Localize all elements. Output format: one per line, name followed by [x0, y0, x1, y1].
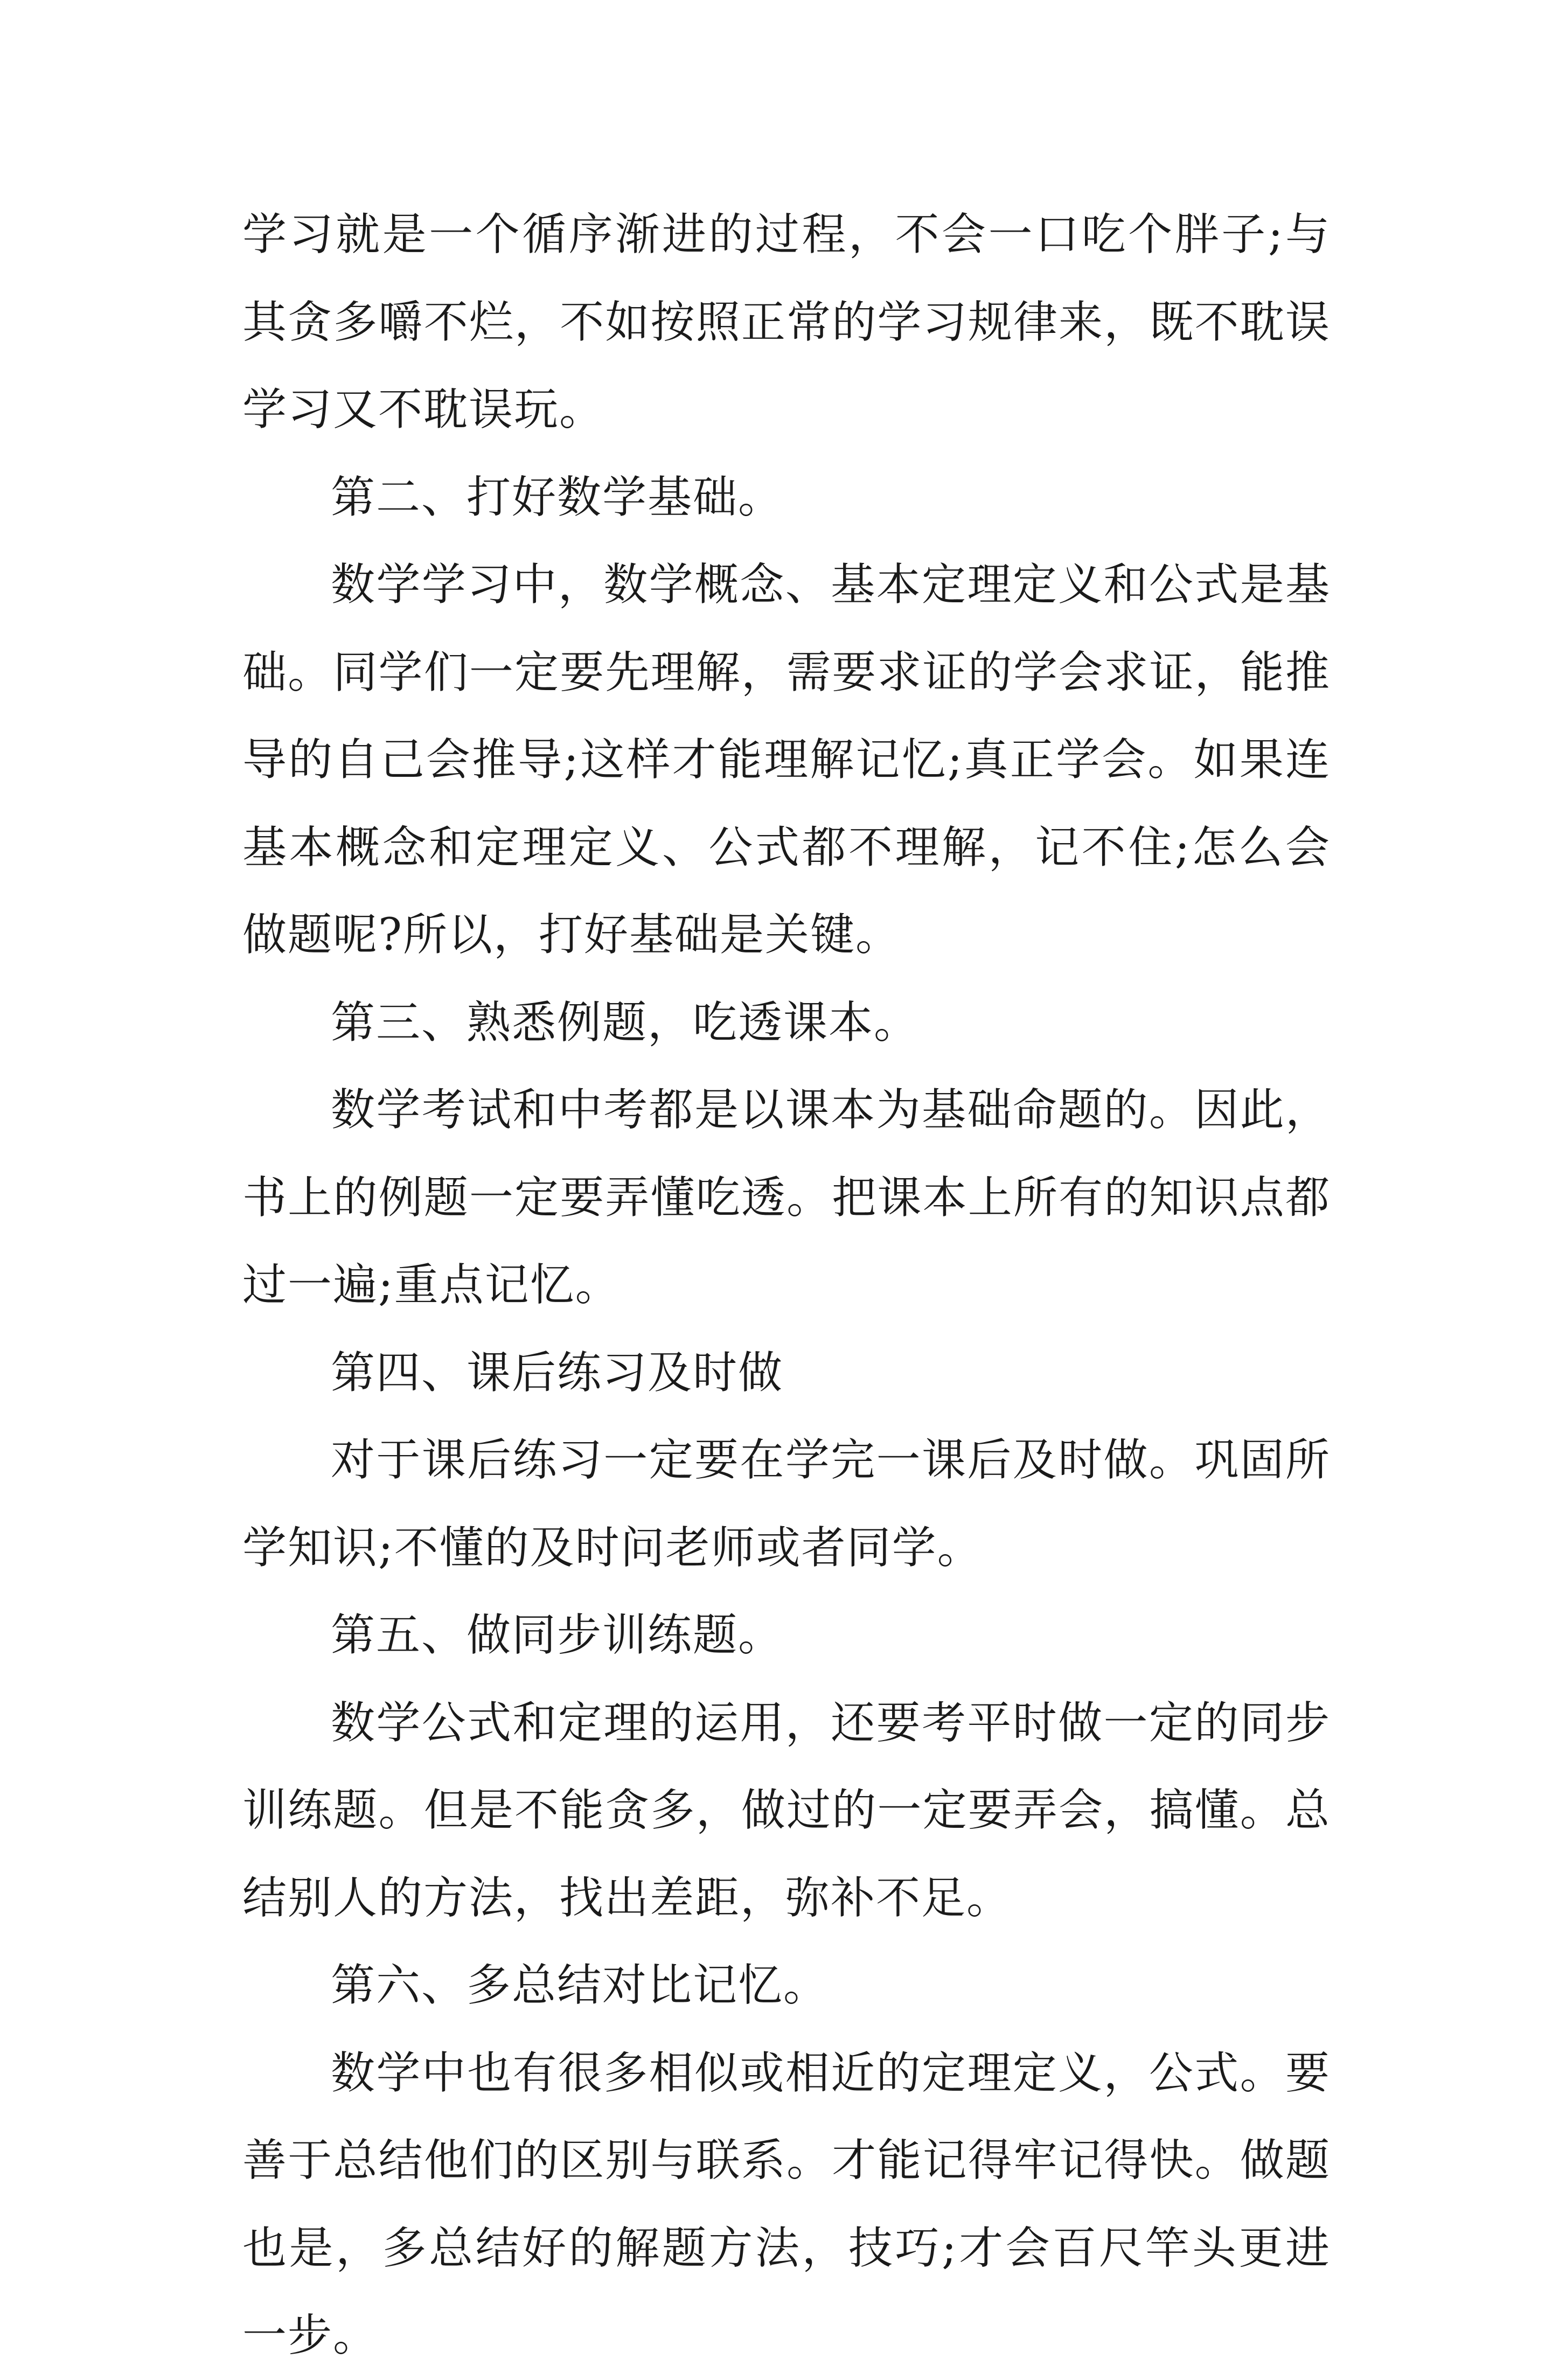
- paragraph-point-4: 对于课后练习一定要在学完一课后及时做。巩固所学知识;不懂的及时问老师或者同学。: [242, 1435, 1331, 1574]
- heading-point-6: 第六、多总结对比记忆。: [331, 1960, 829, 2011]
- paragraph-point-6: 数学中也有很多相似或相近的定理定义，公式。要善于总结他们的区别与联系。才能记得牢记得快。做题也是，多总结好的解题方法，技巧;才会百尺竿头更进一步。: [242, 2047, 1331, 2361]
- heading-point-5: 第五、做同步训练题。: [331, 1610, 784, 1661]
- heading-point-4: 第四、课后练习及时做: [331, 1347, 784, 1398]
- paragraph-point-2: 数学学习中，数学概念、基本定理定义和公式是基础。同学们一定要先理解，需要求证的学会求证，能推导的自己会推导;这样才能理解记忆;真正学会。如果连基本概念和定理定义、公式都不理解，记不住;怎么会做题呢?所以，打好基础是关键。: [242, 559, 1331, 961]
- heading-point-2: 第二、打好数学基础。: [331, 471, 784, 523]
- document-body: [242, 191, 1331, 2380]
- heading-point-3: 第三、熟悉例题，吃透课本。: [331, 997, 920, 1048]
- paragraph-point-5: 数学公式和定理的运用，还要考平时做一定的同步训练题。但是不能贪多，做过的一定要弄会，搞懂。总结别人的方法，找出差距，弥补不足。: [242, 1697, 1331, 1924]
- paragraph-point-3: 数学考试和中考都是以课本为基础命题的。因此，书上的例题一定要弄懂吃透。把课本上所有的知识点都过一遍;重点记忆。: [242, 1084, 1331, 1311]
- paragraph-intro: 学习就是一个循序渐进的过程，不会一口吃个胖子;与其贪多嚼不烂，不如按照正常的学习规律来，既不耽误学习又不耽误玩。: [242, 209, 1331, 435]
